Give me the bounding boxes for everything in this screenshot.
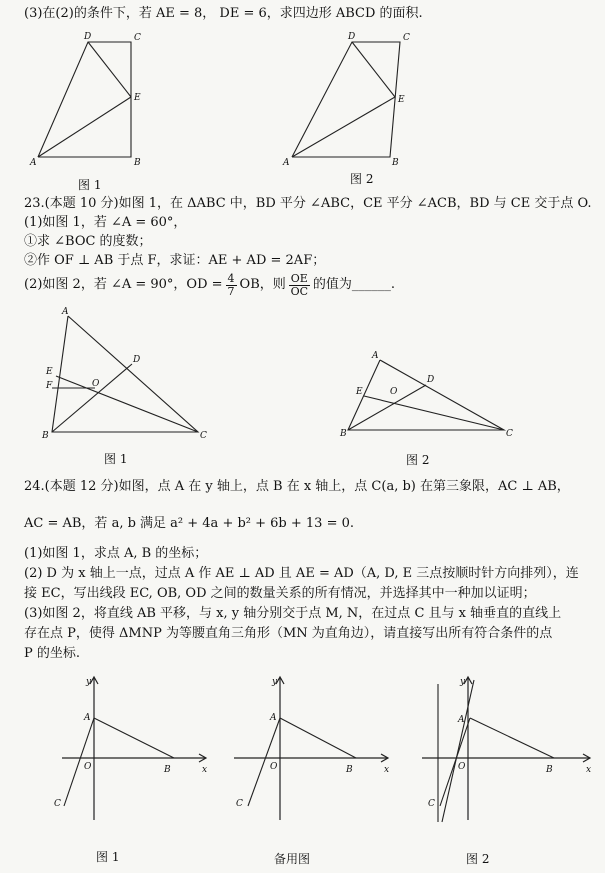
q22-fig2-caption: 图 2 [350, 172, 374, 186]
svg-text:C: C [428, 799, 435, 809]
svg-text:B: B [340, 429, 347, 439]
svg-text:D: D [84, 32, 92, 42]
q22-figure-2 [282, 32, 412, 172]
svg-text:C: C [54, 799, 61, 809]
svg-text:y: y [86, 677, 92, 687]
q24-part3c: P 的坐标. [24, 646, 81, 661]
q24-part1: (1)如图 1，求点 A, B 的坐标； [24, 546, 208, 561]
q23-fig1-caption: 图 1 [104, 452, 128, 466]
svg-text:B: B [42, 431, 49, 441]
q22-figure-1 [28, 32, 148, 172]
svg-text:B: B [346, 765, 353, 775]
svg-text:O: O [92, 379, 100, 389]
svg-text:x: x [586, 765, 592, 775]
svg-text:O: O [270, 762, 278, 772]
svg-text:C: C [403, 33, 410, 43]
q24-part2b: 接 EC，写出线段 EC, OB, OD 之间的数量关系的所有情况，并选择其中一种加以证明； [24, 586, 536, 601]
svg-text:O: O [84, 762, 92, 772]
q24-part3b: 存在点 P，使得 ΔMNP 为等腰直角三角形（MN 为直角边），请直接写出所有符合条件的点 [24, 626, 553, 641]
q23-figure-1 [40, 307, 210, 441]
q24-condition: AC = AB，若 a, b 满足 a² + 4a + b² + 6b + 13 = 0. [24, 516, 355, 531]
q23-fraction2-numerator: OE [290, 271, 308, 285]
q23-part1: (1)如图 1，若 ∠A = 60°， [24, 215, 187, 230]
svg-text:B: B [134, 158, 141, 168]
svg-text:O: O [458, 762, 466, 772]
q23-fraction-4-7 [226, 273, 237, 298]
svg-text:D: D [348, 32, 356, 42]
svg-text:A: A [270, 713, 277, 723]
svg-text:D: D [133, 355, 141, 365]
svg-text:A: A [84, 713, 91, 723]
q23-part2-suffix: 的值为______. [312, 277, 395, 292]
q22-part3-text: (3)在(2)的条件下，若 AE = 8， DE = 6，求四边形 ABCD 的面积. [24, 6, 423, 21]
svg-text:B: B [392, 158, 399, 168]
q24-fig2-caption: 图 2 [466, 852, 490, 866]
svg-text:x: x [202, 765, 208, 775]
svg-text:E: E [356, 387, 363, 397]
q23-part1b: ②作 OF ⊥ AB 于点 F，求证：AE + AD = 2AF； [24, 253, 326, 268]
q23-stem: 23.(本题 10 分)如图 1，在 ΔABC 中，BD 平分 ∠ABC，CE 平分 ∠ACB，BD 与 CE 交于点 O. [24, 196, 592, 211]
q24-part3a: (3)如图 2，将直线 AB 平移，与 x, y 轴分别交于点 M, N，在过点 C 且与 x 轴垂直的直线上 [24, 606, 562, 621]
q24-stem: 24.(本题 12 分)如图，点 A 在 y 轴上，点 B 在 x 轴上，点 C(a, b) 在第三象限，AC ⊥ AB， [24, 479, 570, 494]
q23-fig2-caption: 图 2 [406, 453, 430, 467]
q24-figure-2 [418, 674, 598, 824]
svg-text:C: C [506, 429, 513, 439]
svg-text:A: A [30, 158, 37, 168]
q23-part2 [24, 268, 395, 302]
q24-fig1-caption: 图 1 [96, 850, 120, 864]
svg-text:A: A [283, 158, 290, 168]
q24-figure-1 [48, 674, 218, 824]
svg-text:B: B [164, 765, 171, 775]
svg-text:D: D [427, 375, 435, 385]
q23-part2-prefix: (2)如图 2，若 ∠A = 90°，OD = [24, 277, 223, 292]
q24-spare-caption: 备用图 [274, 852, 311, 866]
svg-text:C: C [200, 431, 207, 441]
q23-fraction1-numerator: 4 [227, 271, 235, 285]
q23-part2-mid: OB，则 [239, 277, 286, 292]
svg-text:A: A [458, 715, 465, 725]
svg-text:O: O [390, 387, 398, 397]
q23-fraction1-denominator: 7 [227, 284, 235, 298]
q24-part2a: (2) D 为 x 轴上一点，过点 A 作 AE ⊥ AD 且 AE = AD（A, D, E 三点按顺时针方向排列），连 [24, 566, 579, 581]
svg-text:C: C [134, 33, 141, 43]
svg-text:y: y [460, 677, 466, 687]
svg-text:B: B [546, 765, 553, 775]
svg-text:x: x [384, 765, 390, 775]
svg-text:A: A [372, 351, 379, 361]
q23-fraction2-denominator: OC [290, 284, 309, 298]
svg-text:F: F [46, 381, 53, 391]
q23-fraction-oe-oc [289, 273, 310, 298]
svg-text:y: y [272, 677, 278, 687]
svg-text:E: E [46, 367, 53, 377]
svg-text:E: E [134, 93, 141, 103]
q24-spare-figure [228, 674, 398, 824]
svg-text:A: A [62, 307, 69, 317]
q23-part1a: ①求 ∠BOC 的度数； [24, 234, 152, 249]
q22-fig1-caption: 图 1 [78, 178, 102, 192]
q23-figure-2 [338, 352, 518, 442]
svg-text:E: E [398, 95, 405, 105]
svg-text:C: C [236, 799, 243, 809]
